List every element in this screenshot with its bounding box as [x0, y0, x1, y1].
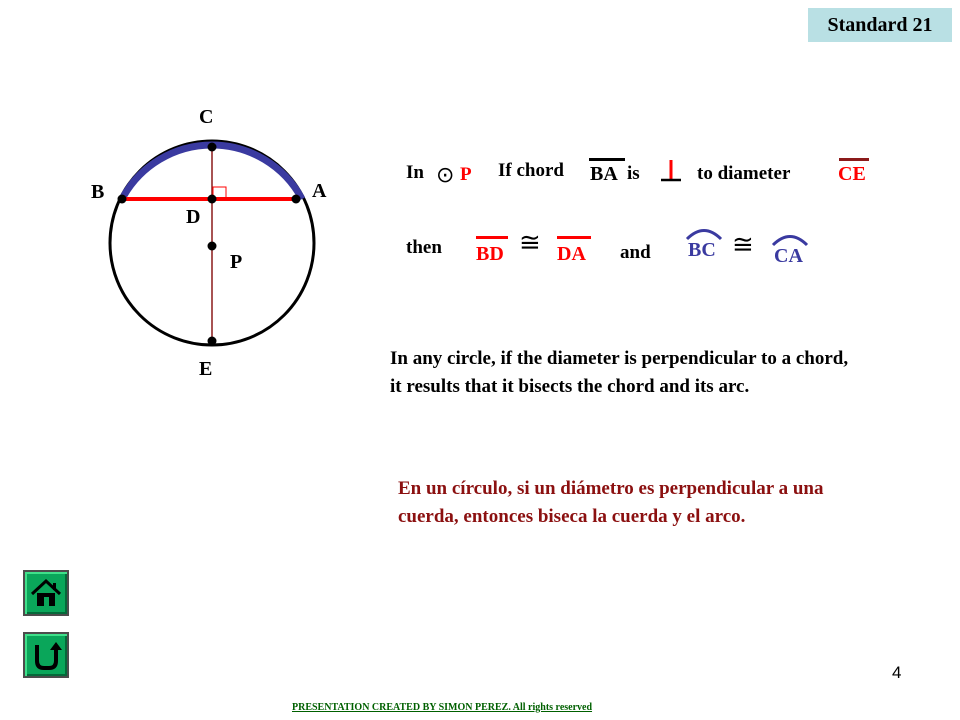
congruent-icon: ≅	[732, 230, 754, 260]
congruent-icon: ≅	[519, 228, 541, 258]
circle-symbol-icon: ⊙	[436, 163, 455, 188]
return-icon	[25, 634, 67, 676]
text-if-chord: If chord	[498, 160, 564, 181]
chord-ba-label: BA	[590, 163, 618, 185]
text-in: In	[406, 162, 424, 183]
arc-ca-label: CA	[774, 245, 803, 267]
text-is: is	[627, 163, 640, 184]
home-button[interactable]	[23, 570, 69, 616]
seg-da: DA	[557, 243, 586, 265]
description-english: In any circle, if the diameter is perpendicular to a chord, it results that it bisects the chord and its arc.	[390, 348, 849, 397]
point-d	[208, 195, 217, 204]
page-number: 4	[892, 663, 902, 682]
standard-badge: Standard 21	[808, 8, 952, 42]
point-c	[208, 143, 217, 152]
label-e: E	[199, 358, 213, 380]
footer-copyright-link[interactable]: PRESENTATION CREATED BY SIMON PEREZ. All rights reserved	[292, 702, 593, 713]
point-b	[118, 195, 127, 204]
circle-name: P	[460, 164, 472, 185]
text-to-diameter: to diameter	[697, 163, 791, 184]
diameter-overbar	[839, 158, 869, 161]
arc-bc-label: BC	[688, 239, 716, 261]
text-and: and	[620, 242, 651, 263]
label-p: P	[230, 251, 243, 273]
home-icon	[25, 572, 67, 614]
return-button[interactable]	[23, 632, 69, 678]
label-c: C	[199, 106, 214, 128]
perpendicular-icon	[660, 158, 682, 184]
point-a	[292, 195, 301, 204]
label-a: A	[312, 180, 327, 202]
point-e	[208, 337, 217, 346]
text-then: then	[406, 237, 442, 258]
label-d: D	[186, 206, 201, 228]
label-b: B	[91, 181, 105, 203]
circle-diagram	[0, 0, 360, 400]
seg-bd-overbar	[476, 236, 508, 239]
seg-da-overbar	[557, 236, 591, 239]
description-spanish: En un círculo, si un diámetro es perpendicular a una cuerda, entonces biseca la cuerda y el arco.	[398, 478, 824, 527]
chord-overbar	[589, 158, 625, 161]
diameter-ce-label: CE	[838, 163, 866, 185]
point-p	[208, 242, 217, 251]
seg-bd: BD	[476, 243, 504, 265]
